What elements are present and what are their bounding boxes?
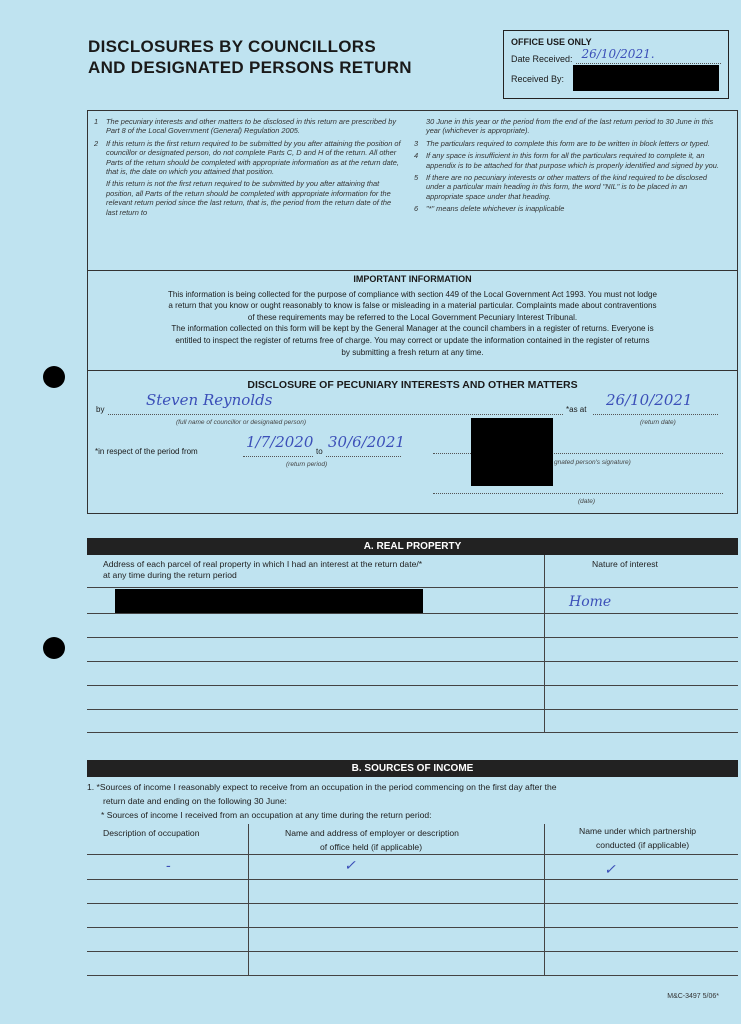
instruction-item: 6 "*" means delete whichever is inapplicable: [414, 204, 565, 214]
page-title: [88, 36, 412, 78]
disclosure-heading: DISCLOSURE OF PECUNIARY INTERESTS AND OTHER MATTERS: [247, 379, 578, 391]
section-b-col3-header-1: Name under which partnership: [579, 826, 697, 836]
instruction-item: If this return is not the first return required to be submitted by you after attaining that position, all Parts of the return should be completed with appropriate information for the relevant return period since the last return, that is, the period from the return date of the last return to: [106, 179, 392, 217]
important-line: entitled to inspect the register of returns free of charge. You may correct or update the information contained in the register of returns: [175, 335, 650, 345]
punch-hole-top: [43, 366, 65, 388]
section-a-col1-header-1: Address of each parcel of real property in which I had an interest at the return date/*: [103, 559, 423, 569]
section-a-header: A. REAL PROPERTY: [87, 538, 738, 555]
section-a-col1-header-2: at any time during the return period: [103, 570, 237, 580]
section-a-interest-value: Home: [569, 594, 612, 610]
section-a-rule: [87, 637, 738, 638]
instructions-right-column: [414, 117, 724, 217]
date-received-value: 26/10/2021.: [581, 47, 655, 61]
name-caption: (full name of councillor or designated person): [176, 419, 307, 426]
section-b-item1-line2: return date and ending on the following 30 June:: [103, 796, 287, 806]
section-b-header: B. SOURCES OF INCOME: [87, 760, 738, 777]
section-b-divider: [248, 824, 249, 976]
important-line: by submitting a fresh return at any time.: [341, 347, 484, 357]
section-a-rule: [87, 661, 738, 662]
date-caption: (date): [578, 498, 595, 505]
section-b-rule: [87, 903, 738, 904]
period-to-field[interactable]: [326, 456, 401, 457]
section-b-col1-header: Description of occupation: [103, 828, 200, 838]
section-b-item1-line3: * Sources of income I received from an occupation at any time during the return period:: [101, 810, 432, 820]
instruction-item: 2 If this return is the first return required to be submitted by you after attaining the position of councillor or designated person, do not complete Parts C, D and H of the return. All other Parts of the return should be completed with appropriate information as at the return date, that is, the date on which you attained that position.: [94, 138, 401, 177]
name-value: Steven Reynolds: [146, 391, 273, 409]
section-b-rule: [87, 854, 738, 855]
period-to-value: 30/6/2021: [328, 433, 405, 451]
section-b-col2-header-2: of office held (if applicable): [320, 842, 423, 852]
period-from-value: 1/7/2020: [246, 433, 314, 451]
section-b-rule: [87, 975, 738, 976]
important-line: The information collected on this form will be kept by the General Manager at the council chambers in a register of returns. Everyone is: [171, 324, 654, 334]
received-by-label: Received By:: [511, 74, 565, 84]
date-received-field[interactable]: [576, 47, 721, 64]
form-code-footer: M&C-3497 5/06*: [667, 993, 719, 1000]
section-b-col2-header-1: Name and address of employer or description: [285, 828, 459, 838]
instructions-left-column: [94, 117, 404, 220]
redacted-signature: [471, 418, 553, 486]
section-b-rule: [87, 927, 738, 928]
important-line: a return that you know or ought reasonably to know is false or misleading in a material particular. Complaints made about contraventions: [168, 301, 657, 311]
section-b-col3-header-2: conducted (if applicable): [596, 840, 690, 850]
section-b-mark-occupation: -: [166, 858, 171, 874]
section-b-rule: [87, 951, 738, 952]
section-b-mark-employer: ✓: [344, 858, 356, 874]
section-b-item1-line1: 1. *Sources of income I reasonably expect to receive from an occupation in the period commencing on the first day after the: [87, 782, 557, 792]
period-to-label: to: [316, 447, 323, 456]
period-caption: (return period): [286, 461, 328, 468]
section-a-rule: [87, 613, 738, 614]
return-date-field[interactable]: [593, 414, 718, 415]
section-a-rule: [87, 732, 738, 733]
redacted-property-address: [115, 589, 423, 614]
section-a-rule: [87, 587, 738, 588]
instruction-item: 3 The particulars required to complete this form are to be written in block letters or typed.: [414, 138, 710, 148]
period-from-field[interactable]: [243, 456, 313, 457]
return-date-caption: (return date): [640, 419, 676, 426]
office-use-heading: OFFICE USE ONLY: [511, 37, 592, 47]
disclosure-box: [87, 370, 738, 514]
return-date-value: 26/10/2021: [606, 391, 693, 409]
instruction-item: 1 The pecuniary interests and other matters to be disclosed in this return are prescribed by Part 8 of the Local Government (General) Regulation 2005.: [94, 117, 397, 136]
instructions-box: [87, 110, 738, 270]
instruction-item: 5 If there are no pecuniary interests or other matters of the kind required to be disclosed under a particular main heading in this form, the word "NIL" is to be placed in an appropriate space under that heading.: [414, 173, 707, 201]
date-field[interactable]: [433, 493, 723, 494]
section-a-col2-header: Nature of interest: [592, 559, 658, 569]
important-line: of these requirements may be referred to the Local Government Pecuniary Interest Tribunal.: [247, 312, 578, 322]
section-a-rule: [87, 685, 738, 686]
section-b-rule: [87, 879, 738, 880]
redacted-received-by: [573, 65, 719, 91]
section-b-divider: [544, 824, 545, 976]
section-b-mark-partnership: ✓: [604, 862, 616, 878]
as-at-label: *as at: [566, 405, 587, 414]
instruction-item: 30 June in this year or the period from the end of the last return period to 30 June in this year (whichever is appropriate).: [426, 117, 714, 136]
period-label: *in respect of the period from: [95, 447, 198, 456]
instruction-item: 4 If any space is insufficient in this form for all the particulars required to complete it, an appendix is to be attached for that purpose which is properly identified and signed by you.: [414, 151, 719, 170]
name-field[interactable]: [108, 414, 563, 415]
by-label: by: [96, 405, 105, 414]
important-line: This information is being collected for the purpose of compliance with section 449 of the Local Government Act 1993. You must not lodge: [167, 289, 658, 299]
section-a-divider: [544, 555, 545, 732]
date-received-label: Date Received:: [511, 54, 573, 64]
punch-hole-bottom: [43, 637, 65, 659]
important-heading: IMPORTANT INFORMATION: [353, 274, 472, 284]
title-line-2: AND DESIGNATED PERSONS RETURN: [88, 58, 412, 77]
section-a-rule: [87, 709, 738, 710]
title-line-1: DISCLOSURES BY COUNCILLORS: [88, 37, 377, 56]
important-information-box: [87, 270, 738, 370]
signature-caption: gnated person's signature): [554, 459, 631, 466]
